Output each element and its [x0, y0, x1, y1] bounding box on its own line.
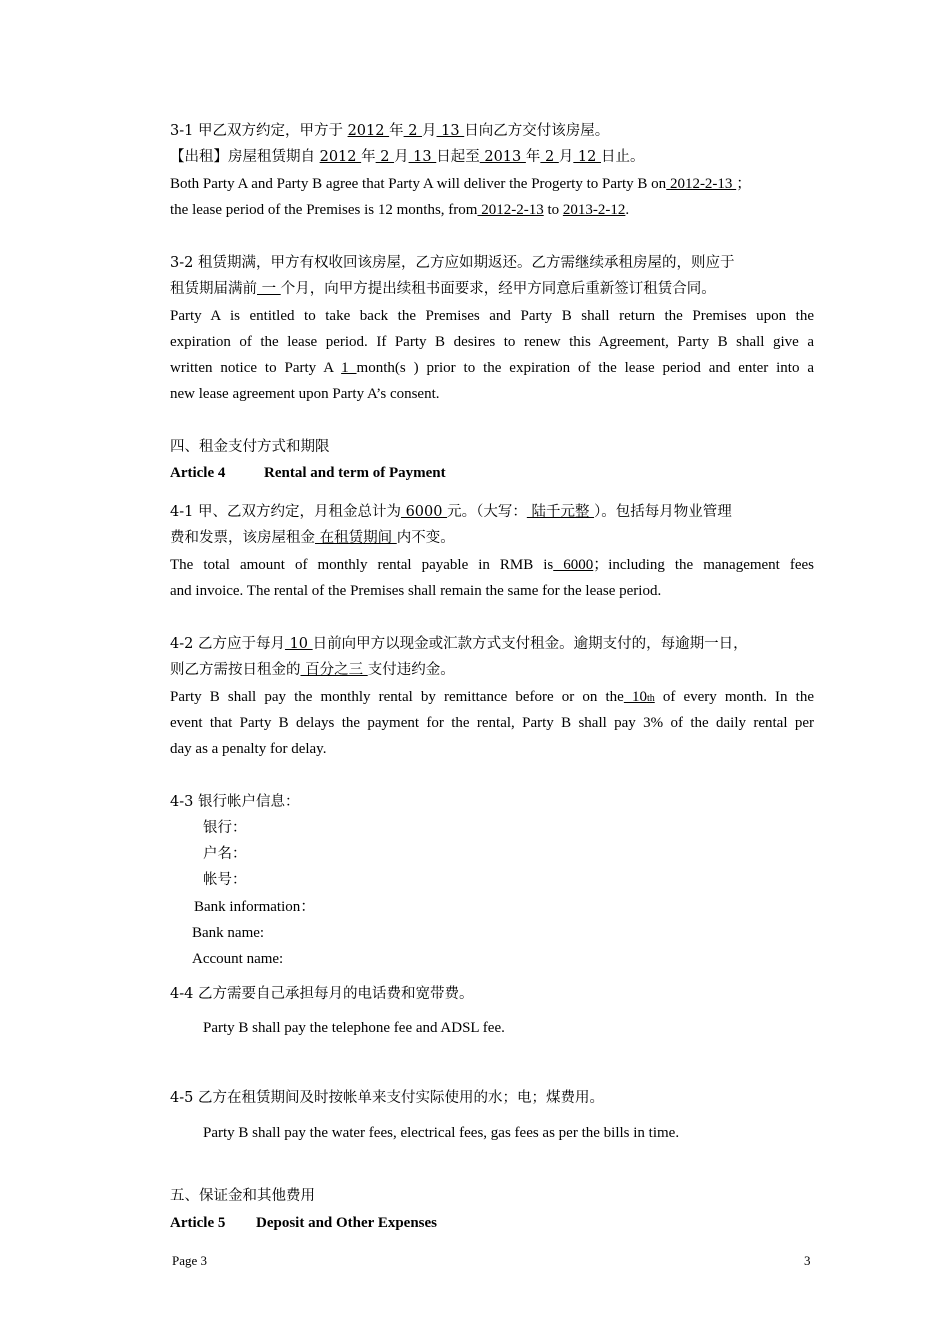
article-5-title: Deposit and Other Expenses — [256, 1215, 437, 1231]
article-4-title: Rental and term of Payment — [264, 465, 446, 481]
clause-4-5-cn: 4-5 乙方在租赁期间及时按帐单来支付实际使用的水；电；煤费用。 — [170, 1090, 604, 1106]
clause-4-2-cn-line-2: 则乙方需按日租金的 百分之三 支付违约金。 — [170, 662, 455, 678]
clause-3-2-cn-line-1: 3-2 租赁期满，甲方有权收回该房屋，乙方应如期返还。乙方需继续承租房屋的，则应于 — [170, 255, 735, 271]
clause-4-2-en-line-3: day as a penalty for delay. — [170, 741, 327, 757]
clause-4-4-en: Party B shall pay the telephone fee and ADSL fee. — [203, 1020, 505, 1036]
account-name-label: Account name: — [192, 951, 284, 967]
clause-3-2-en-line-2: expiration of the lease period. If Party B desires to renew this Agreement, Party B shall give a — [170, 334, 814, 350]
clause-4-2-cn-line-1: 4-2 乙方应于每月 10 日前向甲方以现金或汇款方式支付租金。逾期支付的，每逾期一日， — [170, 636, 748, 652]
clause-3-1-en-line-1: Both Party A and Party B agree that Party A will deliver the Progerty to Party B on 2012-2-13 ； — [170, 176, 752, 192]
clause-4-1-en-line-1: The total amount of monthly rental payable in RMB is 6000；including the management fees — [170, 557, 814, 573]
article-5-heading — [170, 1213, 437, 1233]
bank-label-cn: 银行： — [203, 820, 247, 836]
page-number: 3 — [804, 1253, 811, 1268]
article-4-cn-heading: 四、租金支付方式和期限 — [170, 439, 330, 455]
clause-3-2-cn-line-2: 租赁期届满前 一 个月，向甲方提出续租书面要求，经甲方同意后重新签订租赁合同。 — [170, 281, 716, 297]
clause-3-2-en-line-1: Party A is entitled to take back the Premises and Party B shall return the Premises upon the — [170, 308, 814, 324]
clause-4-2-en-line-1: Party B shall pay the monthly rental by remittance before or on the 10th of every month. In the — [170, 689, 814, 705]
account-number-label-cn: 帐号： — [203, 872, 247, 888]
article-4-number: Article 4 — [170, 465, 226, 481]
bank-information-label: Bank information： — [194, 899, 316, 915]
clause-3-2-en-line-4: new lease agreement upon Party A’s consent. — [170, 386, 440, 402]
bank-name-label: Bank name: — [192, 925, 265, 941]
clause-4-1-cn-line-1: 4-1 甲、乙双方约定，月租金总计为 6000 元。（大写： 陆千元整 ）。包括每月物业管理 — [170, 504, 732, 520]
account-name-label-cn: 户名： — [203, 846, 247, 862]
clause-4-5-en: Party B shall pay the water fees, electrical fees, gas fees as per the bills in time. — [203, 1125, 680, 1141]
clause-3-2-en-line-3: written notice to Party A 1 month(s ) prior to the expiration of the lease period and enter into a — [170, 360, 815, 376]
clause-3-1-en-line-2: the lease period of the Premises is 12 months, from 2012-2-13 to 2013-2-12. — [170, 202, 630, 218]
clause-3-1-cn-line-2: 【出租】房屋租赁期自 2012 年 2 月 13 日起至 2013 年 2 月 12 日止。 — [170, 149, 645, 165]
article-5-cn-heading: 五、保证金和其他费用 — [170, 1188, 315, 1204]
clause-4-4-cn: 4-4 乙方需要自己承担每月的电话费和宽带费。 — [170, 986, 474, 1002]
article-4-heading — [170, 463, 446, 483]
article-5-number: Article 5 — [170, 1215, 226, 1231]
clause-4-1-cn-line-2: 费和发票，该房屋租金 在租赁期间 内不变。 — [170, 530, 455, 546]
page-label: Page 3 — [172, 1253, 208, 1268]
clause-4-1-en-line-2: and invoice. The rental of the Premises shall remain the same for the lease period. — [170, 583, 662, 599]
clause-4-2-en-line-2: event that Party B delays the payment for the rental, Party B shall pay 3% of the daily rental per — [170, 715, 814, 731]
clause-4-3-cn-heading: 4-3 银行帐户信息： — [170, 794, 300, 810]
clause-3-1-cn-line-1: 3-1 甲乙双方约定，甲方于 2012 年 2 月 13 日向乙方交付该房屋。 — [170, 123, 610, 139]
